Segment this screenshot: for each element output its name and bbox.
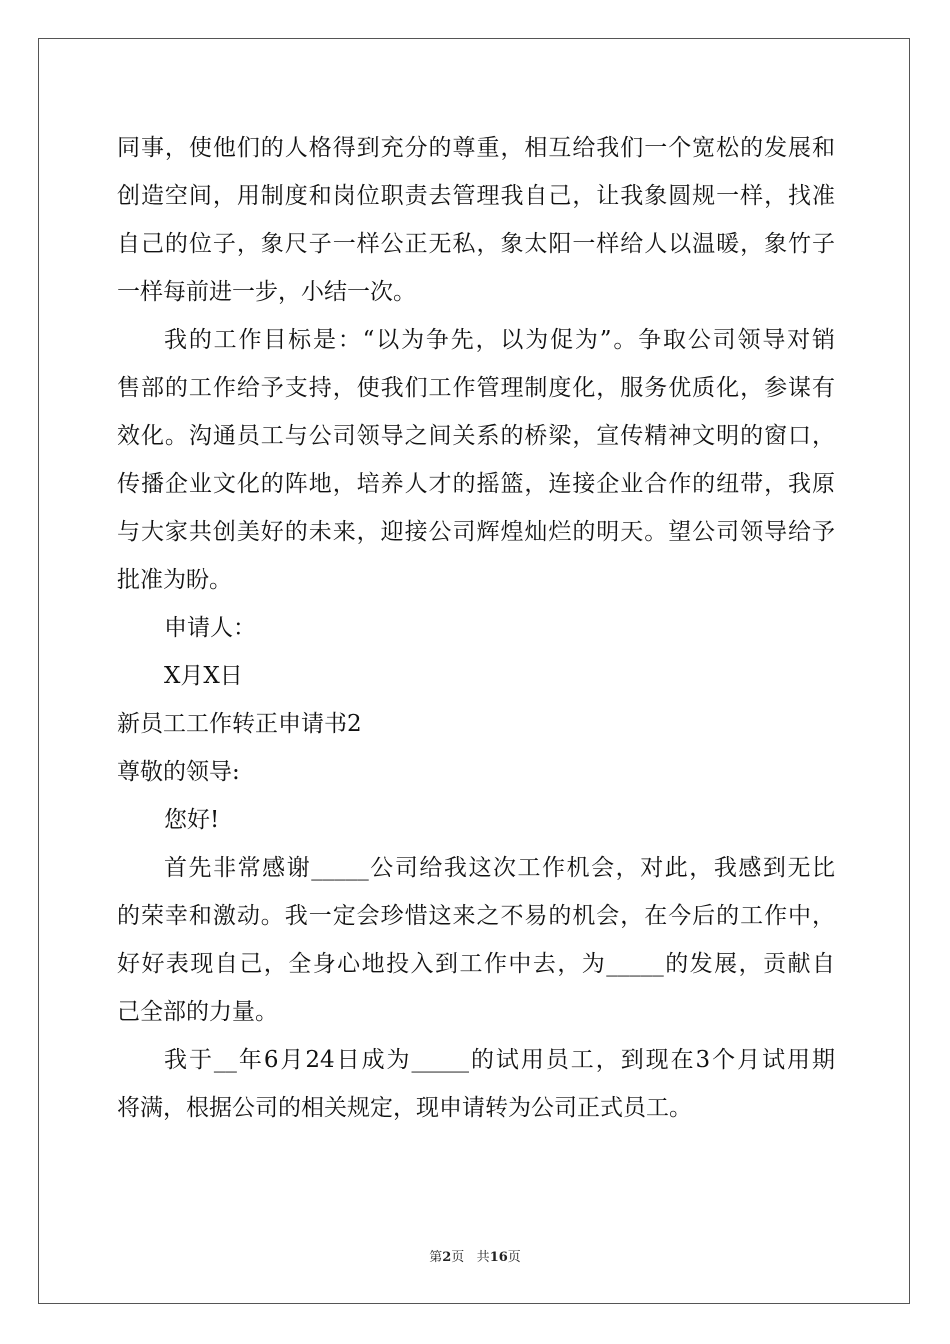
total-pages: 16 — [489, 1250, 508, 1265]
date-line: X月X日 — [164, 663, 243, 689]
section-title: 新员工工作转正申请书2 — [117, 711, 362, 737]
applicant-label: 申请人： — [164, 615, 256, 641]
text-line: 同事，使他们的人格得到充分的尊重，相互给我们一个宽松的发展和 — [117, 135, 835, 161]
document-body — [117, 124, 835, 1132]
text-line: 自己的位子，象尺子一样公正无私，象太阳一样给人以温暖，象竹子 — [117, 231, 835, 257]
paragraph — [117, 1036, 835, 1132]
paragraph — [117, 844, 835, 1036]
total-prefix: 共 — [476, 1250, 490, 1265]
text-line: 己全部的力量。 — [117, 999, 278, 1025]
paragraph — [117, 124, 835, 316]
page-number: 2 — [442, 1250, 452, 1265]
text-line: 传播企业文化的阵地，培养人才的摇篮，连接企业合作的纽带，我原 — [117, 471, 835, 497]
text-line: 批准为盼。 — [117, 567, 232, 593]
greeting: 您好! — [164, 807, 220, 833]
text-line: 售部的工作给予支持，使我们工作管理制度化，服务优质化，参谋有 — [117, 375, 835, 401]
text-line: 创造空间，用制度和岗位职责去管理我自己，让我象圆规一样，找准 — [117, 183, 835, 209]
text-line: 好好表现自己，全身心地投入到工作中去，为_____的发展，贡献自 — [117, 951, 835, 977]
text-line: 我于__年6月24日成为_____的试用员工，到现在3个月试用期 — [164, 1047, 835, 1073]
total-suffix: 页 — [507, 1250, 521, 1265]
paragraph — [117, 316, 835, 604]
text-line: 效化。沟通员工与公司领导之间关系的桥梁，宣传精神文明的窗口， — [117, 423, 835, 449]
text-line: 我的工作目标是：“以为争先，以为促为”。争取公司领导对销 — [164, 327, 835, 353]
salutation: 尊敬的领导: — [117, 759, 240, 785]
page-footer — [0, 1246, 950, 1265]
page-suffix: 页 — [451, 1250, 465, 1265]
text-line: 的荣幸和激动。我一定会珍惜这来之不易的机会，在今后的工作中， — [117, 903, 835, 929]
text-line: 将满，根据公司的相关规定，现申请转为公司正式员工。 — [117, 1095, 692, 1121]
text-line: 首先非常感谢_____公司给我这次工作机会，对此，我感到无比 — [164, 855, 835, 881]
page-prefix: 第 — [429, 1250, 443, 1265]
text-line: 一样每前进一步，小结一次。 — [117, 279, 416, 305]
text-line: 与大家共创美好的未来，迎接公司辉煌灿烂的明天。望公司领导给予 — [117, 519, 835, 545]
